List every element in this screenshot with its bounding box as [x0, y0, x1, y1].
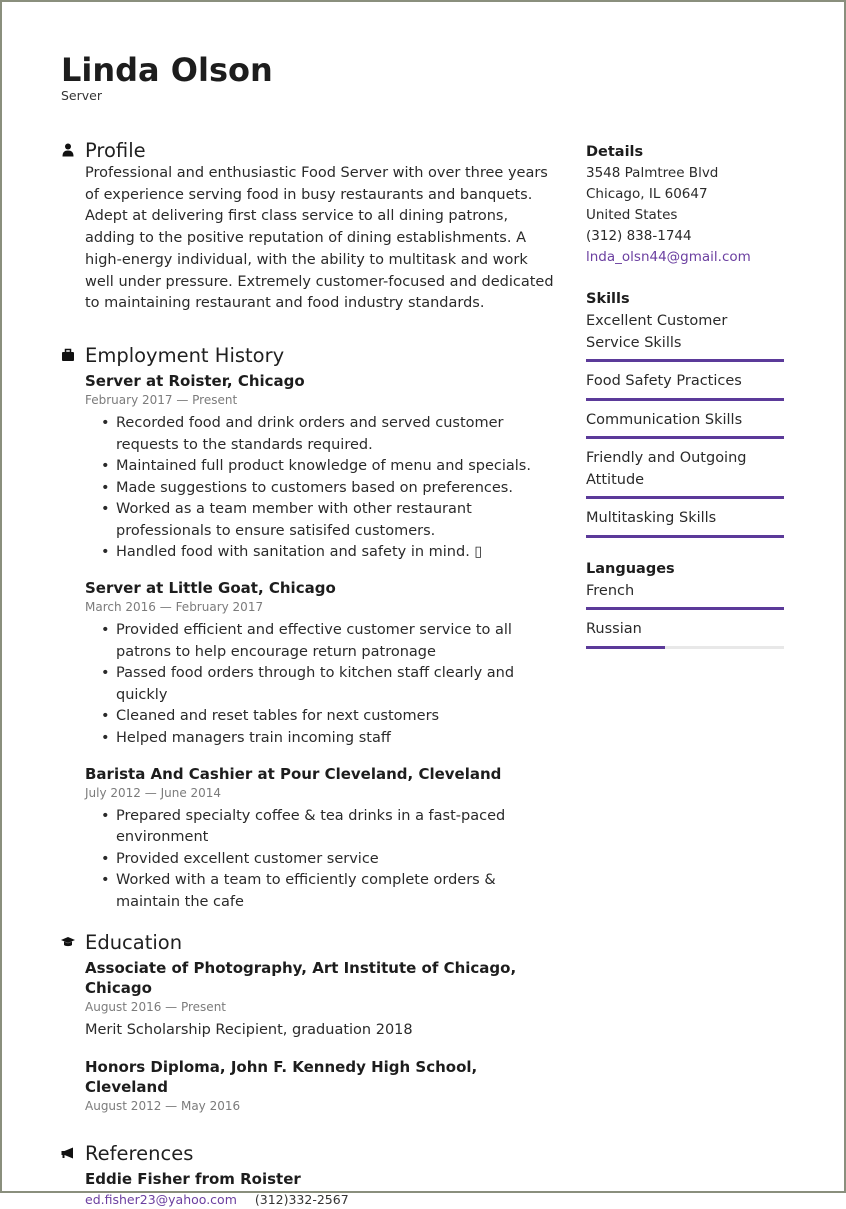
sidebar	[586, 141, 784, 658]
job-bullet-text: Handled food with sanitation and safety in mind. ▯	[116, 544, 483, 561]
job-bullet-text: Provided excellent customer service	[116, 850, 379, 867]
bullet-dot: •	[101, 708, 110, 725]
job-bullet	[85, 870, 556, 913]
bullet-dot: •	[101, 479, 110, 496]
language-level-bar	[586, 646, 784, 649]
reference-email-link[interactable]: ed.fisher23@yahoo.com	[85, 1191, 237, 1207]
candidate-title: Server	[61, 88, 102, 103]
skills-list	[586, 311, 784, 538]
bullet-dot: •	[101, 872, 110, 889]
job-bullet-text: Worked as a team member with other restaurant professionals to ensure satisifed customers.	[116, 501, 472, 539]
job-title: Server at Roister, Chicago	[85, 371, 305, 390]
skill-label: Communication Skills	[586, 411, 743, 428]
job-bullet	[85, 542, 556, 564]
education-item-note: Merit Scholarship Recipient, graduation 2018	[85, 1021, 413, 1038]
job-bullet	[85, 478, 556, 500]
job-bullet	[85, 413, 556, 456]
language-label: French	[586, 582, 635, 599]
job-bullet	[85, 663, 556, 706]
education-heading: Education	[85, 930, 183, 954]
reference-item	[85, 1169, 556, 1209]
job-list	[85, 371, 556, 914]
skill-label: Excellent Customer Service Skills	[586, 313, 728, 351]
bullet-dot: •	[101, 807, 110, 824]
profile-header	[61, 136, 556, 166]
job-bullet	[85, 728, 556, 750]
skill-label: Food Safety Practices	[586, 373, 742, 389]
skill-item	[586, 448, 784, 499]
profile-heading: Profile	[85, 139, 146, 162]
skill-level-fill	[586, 398, 784, 401]
education-header	[61, 928, 556, 958]
language-level-fill	[586, 646, 665, 649]
job-bullet-text: Passed food orders through to kitchen staff clearly and quickly	[116, 665, 515, 703]
employment-header	[61, 341, 556, 371]
skill-level-fill	[586, 359, 784, 362]
email-link[interactable]: lnda_olsn44@gmail.com	[586, 249, 751, 265]
job-dates: March 2016 — February 2017	[85, 600, 264, 615]
megaphone-icon	[61, 1146, 75, 1160]
reference-name: Eddie Fisher from Roister	[85, 1169, 301, 1188]
skill-level-fill	[586, 436, 784, 439]
education-item-title: Honors Diploma, John F. Kennedy High School, Cleveland	[85, 1057, 478, 1096]
main-column	[61, 136, 556, 1209]
references-heading: References	[85, 1141, 194, 1165]
skill-level-bar	[586, 496, 784, 499]
education-list	[85, 958, 556, 1115]
skill-level-bar	[586, 535, 784, 538]
job-bullet	[85, 806, 556, 849]
skill-item	[586, 508, 784, 538]
job-title: Server at Little Goat, Chicago	[85, 579, 336, 598]
languages-heading: Languages	[586, 560, 675, 577]
skill-level-fill	[586, 496, 784, 499]
reference-phone: (312)332-2567	[254, 1191, 349, 1207]
profile-text: Professional and enthusiastic Food Server with over three years of experience serving food in busy restaurants and banquets. Adept at delivering first class service to all dining patrons, adding to the positive reputation of dining establishments. A high-energy individual, with the ability to multitask and work well under pressure. Extremely customer-focused and dedicated to maintaining restaurant and food industry standards.	[85, 165, 554, 312]
languages-section	[586, 558, 784, 649]
job-bullet-text: Recorded food and drink orders and served customer requests to the standards required.	[116, 414, 504, 453]
references-section	[61, 1139, 556, 1209]
details-section	[586, 141, 784, 268]
graduation-cap-icon	[61, 935, 75, 949]
job-bullet-text: Made suggestions to customers based on preferences.	[116, 479, 513, 496]
profile-section	[61, 136, 556, 315]
country: United States	[586, 207, 678, 223]
bullet-dot: •	[101, 458, 110, 475]
bullet-dot: •	[101, 665, 110, 682]
skills-heading: Skills	[586, 291, 630, 307]
skill-level-bar	[586, 398, 784, 401]
job-bullet	[85, 849, 556, 871]
employment-heading: Employment History	[85, 343, 285, 367]
bullet-dot: •	[101, 544, 110, 561]
job-bullet	[85, 706, 556, 728]
references-header	[61, 1139, 556, 1169]
address-line-2: Chicago, IL 60647	[586, 186, 708, 202]
reference-contact	[85, 1191, 556, 1209]
skill-item	[586, 311, 784, 362]
language-item	[586, 619, 784, 649]
bullet-dot: •	[101, 850, 110, 867]
bullet-dot: •	[101, 501, 110, 518]
job-bullet-text: Provided efficient and effective customer service to all patrons to help encourage return patronage	[116, 622, 512, 660]
skill-level-fill	[586, 535, 784, 538]
language-level-fill	[586, 607, 784, 610]
person-icon	[61, 143, 75, 157]
bullet-dot: •	[101, 414, 110, 431]
job-entry	[85, 578, 556, 750]
skills-section	[586, 288, 784, 538]
language-label: Russian	[586, 621, 642, 637]
skill-item	[586, 371, 784, 401]
briefcase-icon	[61, 348, 75, 362]
address-line-1: 3548 Palmtree Blvd	[586, 165, 719, 181]
skill-label: Friendly and Outgoing Attitude	[586, 450, 747, 488]
employment-section	[61, 341, 556, 914]
job-bullets	[85, 806, 556, 914]
job-bullet-text: Helped managers train incoming staff	[116, 730, 391, 747]
education-section	[61, 928, 556, 1115]
job-dates: February 2017 — Present	[85, 392, 238, 407]
job-bullet-text: Worked with a team to efficiently complete orders & maintain the cafe	[116, 872, 496, 911]
skill-item	[586, 410, 784, 440]
language-item	[586, 581, 784, 611]
job-bullet-text: Cleaned and reset tables for next customers	[116, 708, 440, 725]
candidate-name: Linda Olson	[61, 51, 273, 89]
job-bullet	[85, 620, 556, 663]
job-bullet	[85, 456, 556, 478]
job-bullets	[85, 413, 556, 564]
language-level-bar	[586, 607, 784, 610]
details-heading: Details	[586, 144, 644, 160]
languages-list	[586, 581, 784, 649]
skill-label: Multitasking Skills	[586, 510, 717, 526]
job-dates: July 2012 — June 2014	[85, 785, 222, 800]
job-entry	[85, 371, 556, 564]
job-bullet-text: Maintained full product knowledge of menu and specials.	[116, 458, 531, 475]
skill-level-bar	[586, 359, 784, 362]
job-bullets	[85, 620, 556, 750]
job-bullet-text: Prepared specialty coffee & tea drinks in a fast-paced environment	[116, 807, 506, 846]
job-bullet	[85, 499, 556, 542]
education-item-title: Associate of Photography, Art Institute of Chicago, Chicago	[85, 958, 517, 997]
bullet-dot: •	[101, 622, 110, 639]
education-item-dates: August 2016 — Present	[85, 999, 226, 1014]
skill-level-bar	[586, 436, 784, 439]
job-title: Barista And Cashier at Pour Cleveland, Cleveland	[85, 764, 502, 783]
phone-number: (312) 838-1744	[586, 228, 692, 244]
job-entry	[85, 764, 556, 914]
education-item-dates: August 2012 — May 2016	[85, 1098, 241, 1113]
bullet-dot: •	[101, 730, 110, 747]
